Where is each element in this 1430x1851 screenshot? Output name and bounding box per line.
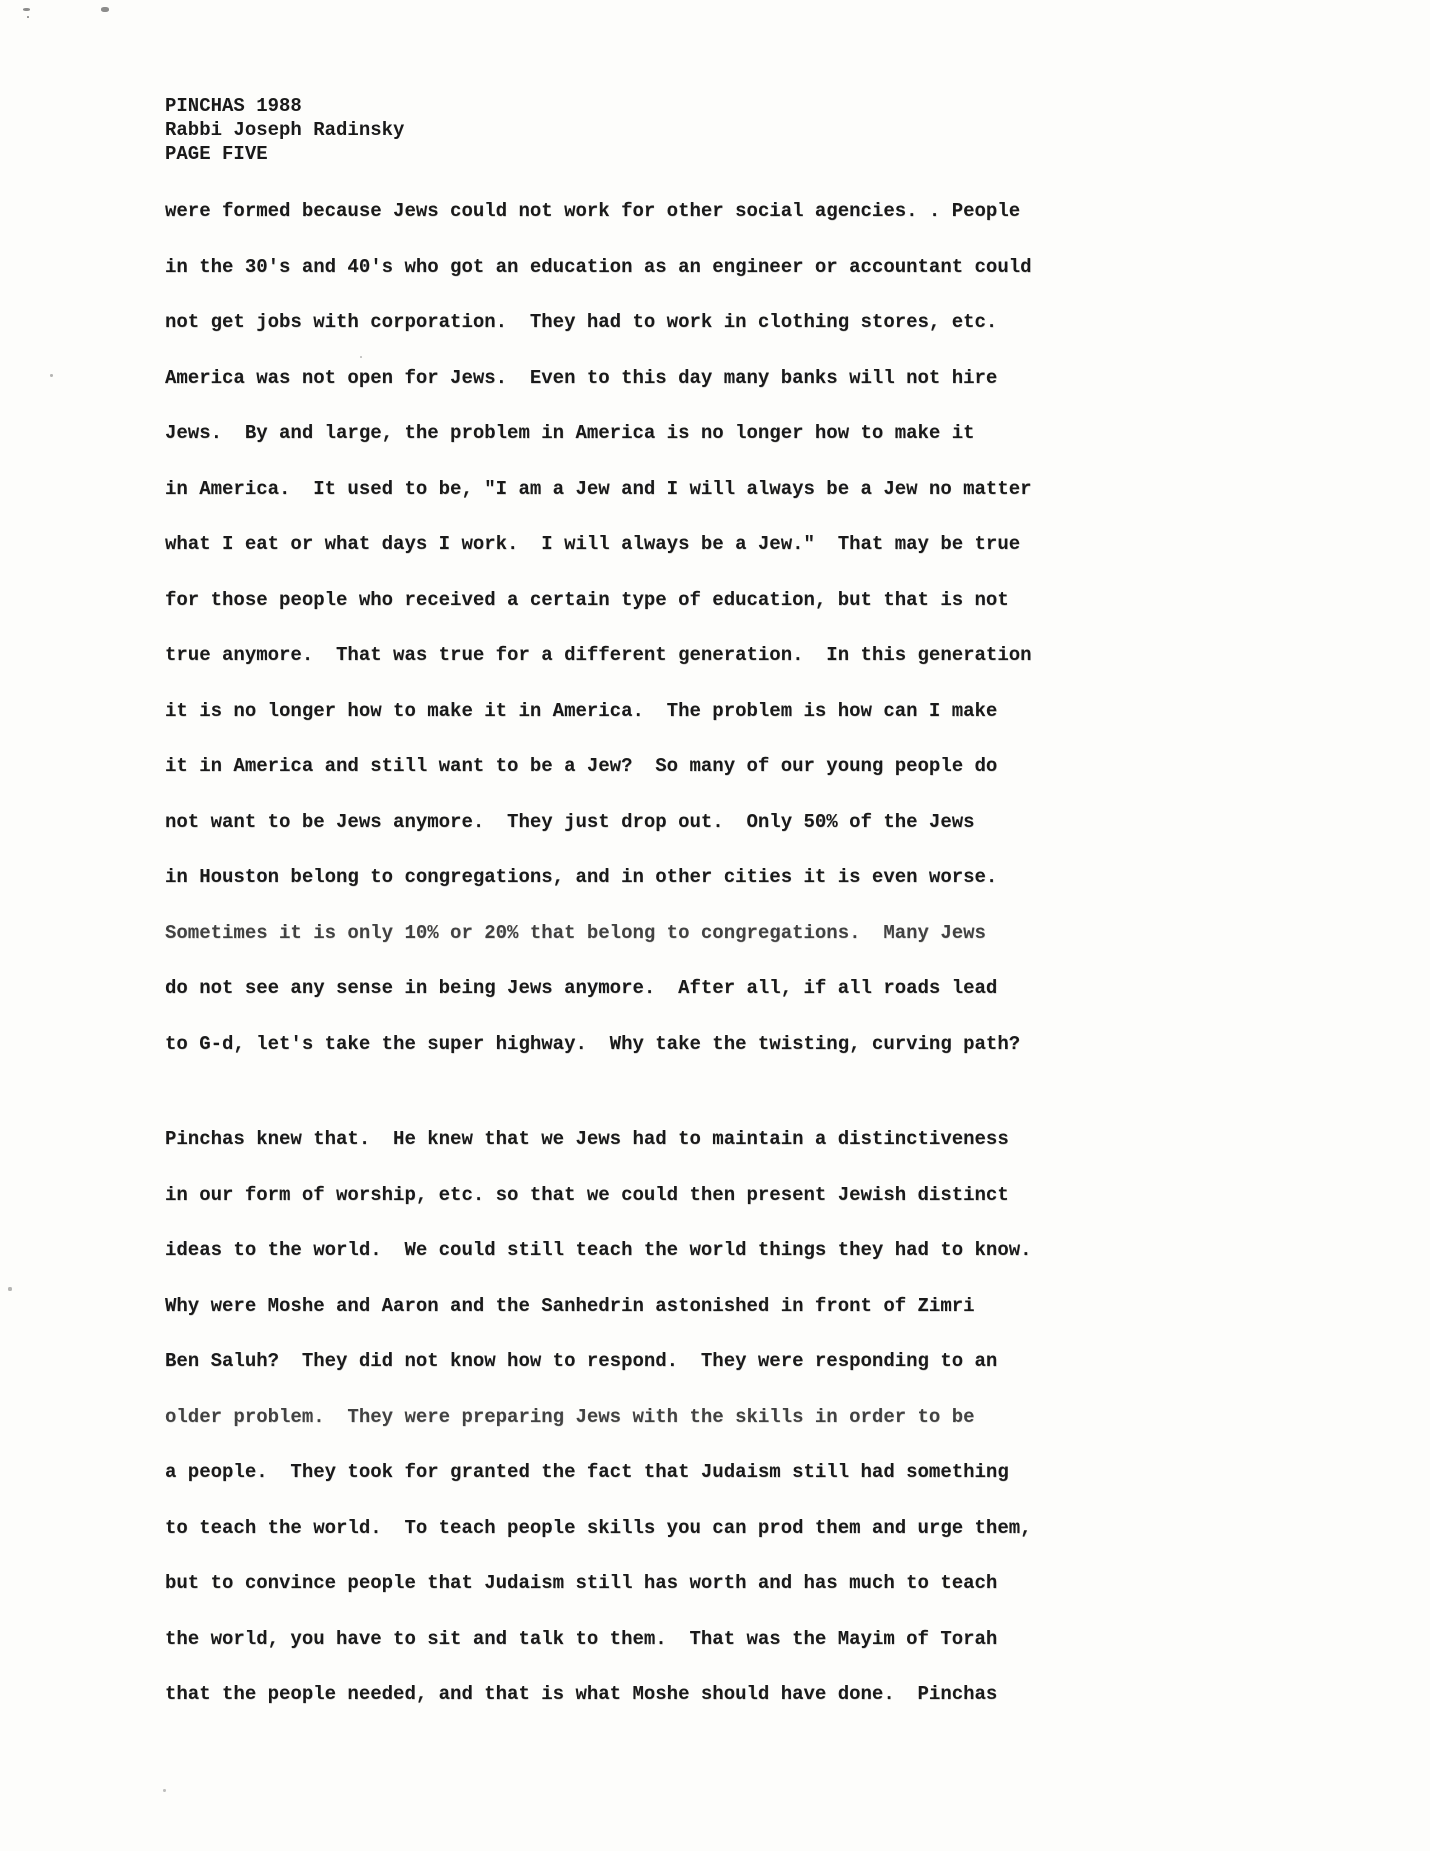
- text-line: America was not open for Jews. Even to this day many banks will not hire: [165, 366, 998, 389]
- text-line: true anymore. That was true for a different generation. In this generation: [165, 644, 1032, 666]
- header-author: Rabbi Joseph Radinsky: [165, 119, 405, 141]
- paragraph-2: [165, 1112, 1032, 1723]
- text-line: not get jobs with corporation. They had to work in clothing stores, etc.: [165, 311, 998, 333]
- text-line: Sometimes it is only 10% or 20% that belong to congregations. Many Jews: [165, 921, 986, 944]
- paragraph-1: [165, 184, 1032, 1072]
- text-line: for those people who received a certain type of education, but that is not: [165, 588, 1009, 611]
- scan-speck: [23, 8, 30, 11]
- text-line: it in America and still want to be a Jew? So many of our young people do: [165, 755, 998, 777]
- text-line: Why were Moshe and Aaron and the Sanhedrin astonished in front of Zimri: [165, 1294, 975, 1317]
- page-header: [165, 94, 404, 166]
- scan-speck: [101, 7, 109, 12]
- text-line: were formed because Jews could not work for other social agencies. . People: [165, 200, 1021, 222]
- text-line: ideas to the world. We could still teach the world things they had to know.: [165, 1239, 1032, 1261]
- header-page-number: PAGE FIVE: [165, 143, 268, 165]
- text-line: to G-d, let's take the super highway. Why take the twisting, curving path?: [165, 1032, 1021, 1055]
- scan-speck: [27, 16, 29, 18]
- text-line: to teach the world. To teach people skills you can prod them and urge them,: [165, 1516, 1032, 1539]
- text-line: that the people needed, and that is what Moshe should have done. Pinchas: [165, 1683, 998, 1705]
- scan-speck: [8, 1287, 12, 1291]
- text-line: Jews. By and large, the problem in America is no longer how to make it: [165, 422, 975, 444]
- text-line: in our form of worship, etc. so that we could then present Jewish distinct: [165, 1183, 1009, 1206]
- text-line: it is no longer how to make it in America. The problem is how can I make: [165, 699, 998, 722]
- header-title: PINCHAS 1988: [165, 95, 302, 117]
- text-line: in America. It used to be, "I am a Jew and I will always be a Jew no matter: [165, 477, 1032, 500]
- text-line: the world, you have to sit and talk to them. That was the Mayim of Torah: [165, 1627, 998, 1650]
- document-body: [165, 184, 1032, 1723]
- text-line: older problem. They were preparing Jews with the skills in order to be: [165, 1405, 975, 1428]
- text-line: Ben Saluh? They did not know how to respond. They were responding to an: [165, 1350, 998, 1372]
- text-line: in Houston belong to congregations, and in other cities it is even worse.: [165, 866, 998, 888]
- text-line: not want to be Jews anymore. They just drop out. Only 50% of the Jews: [165, 810, 975, 833]
- scan-speck: [50, 374, 53, 377]
- text-line: do not see any sense in being Jews anymore. After all, if all roads lead: [165, 977, 998, 999]
- text-line: what I eat or what days I work. I will always be a Jew." That may be true: [165, 533, 1021, 555]
- text-line: Pinchas knew that. He knew that we Jews had to maintain a distinctiveness: [165, 1128, 1009, 1150]
- text-line: in the 30's and 40's who got an education as an engineer or accountant could: [165, 255, 1032, 278]
- text-line: but to convince people that Judaism still has worth and has much to teach: [165, 1572, 998, 1594]
- scan-speck: [163, 1789, 166, 1792]
- text-line: a people. They took for granted the fact that Judaism still had something: [165, 1461, 1009, 1483]
